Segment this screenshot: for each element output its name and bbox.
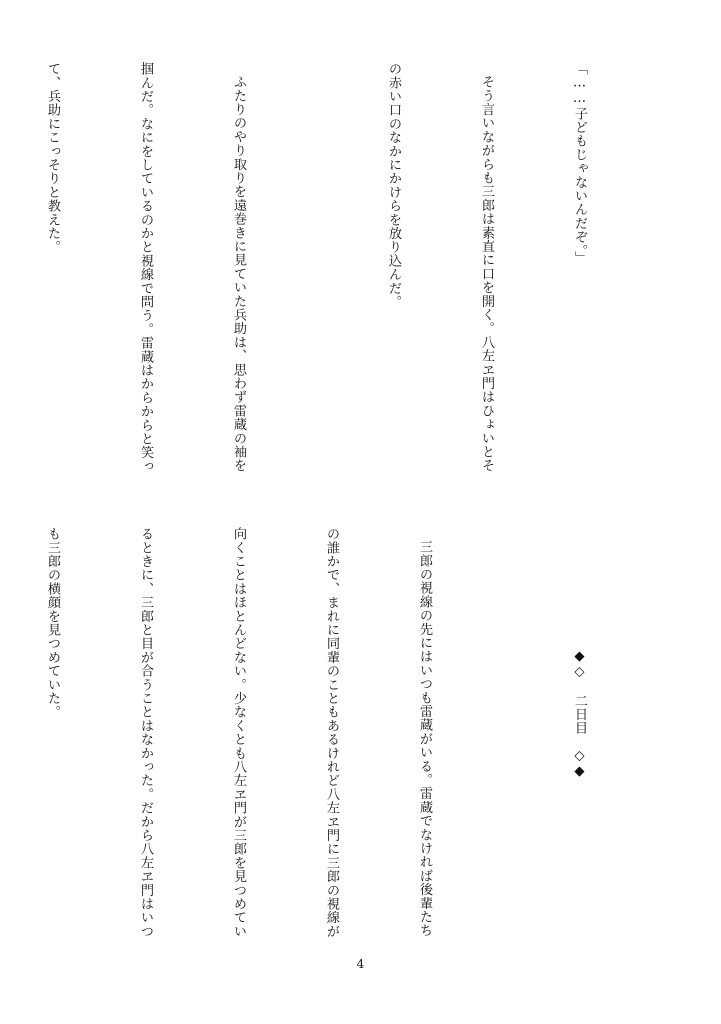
text-line: の誰かで、まれに同輩のこともあるけれど八左ヱ門に三郎の視線が [324, 527, 339, 938]
text-line: 向くことはほとんどない。少なくとも八左ヱ門が三郎を見つめてい [231, 527, 246, 938]
text-line: るときに、三郎と目が合うことはなかった。だから八左ヱ門はいつ [138, 527, 153, 938]
page-number: 4 [356, 957, 365, 971]
text-line: 掴んだ。なにをしているのかと視線で問う。雷蔵はからからと笑っ [138, 62, 153, 473]
text-line: の赤い口のなかにかけらを放り込んだ。 [386, 62, 401, 309]
text-line: て、兵助にこっそりと教えた。 [45, 62, 60, 254]
bottom-text-block [0, 527, 657, 947]
text-line: そう言いながらも三郎は素直に口を開く。八左ヱ門はひょいとそ [479, 75, 494, 473]
text-line: ふたりのやり取りを遠巻きに見ていた兵助は、思わず雷蔵の袖を [231, 75, 246, 473]
text-line: 「……子どもじゃないんだぞ。」 [572, 62, 587, 265]
text-line: 三郎の視線の先にはいつも雷蔵がいる。雷蔵でなければ後輩たち [417, 540, 432, 938]
section-heading: ◆◇ 二日目 ◇◆ [572, 649, 587, 780]
text-line: も三郎の横顔を見つめていた。 [45, 527, 60, 719]
top-text-block [0, 62, 657, 482]
